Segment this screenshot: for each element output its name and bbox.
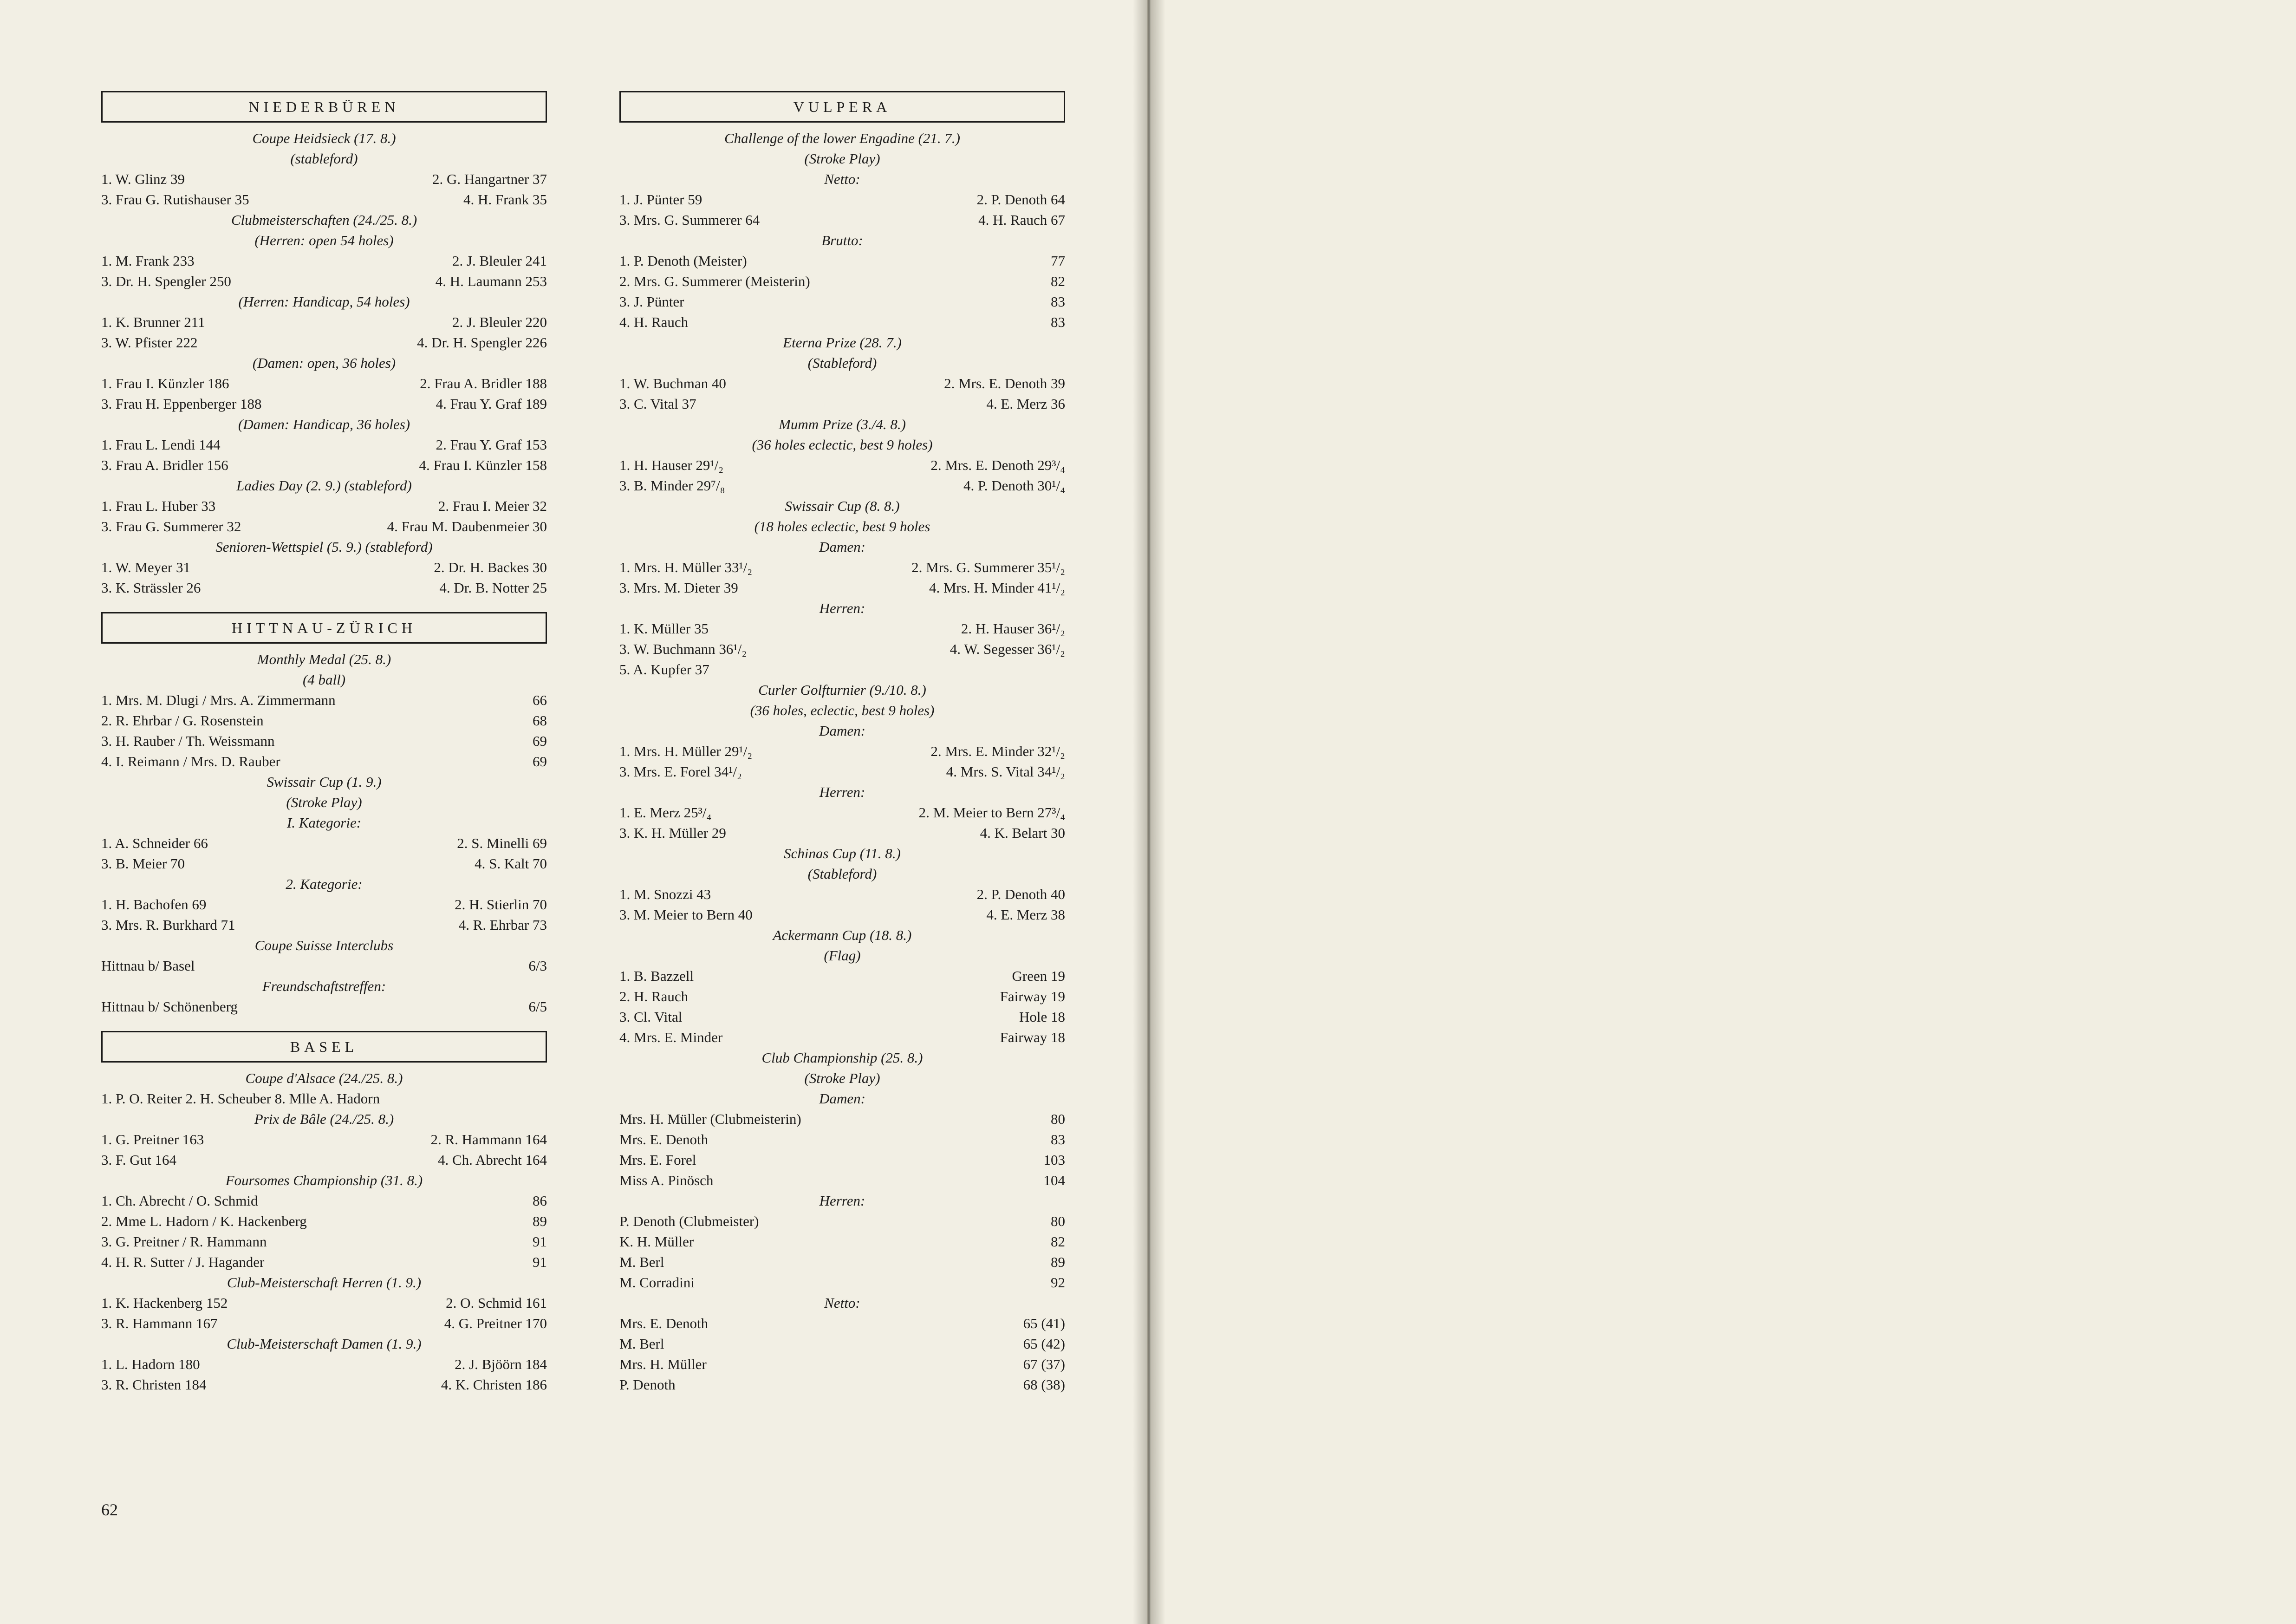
result-right: 4. Ch. Abrecht 164 — [437, 1152, 547, 1168]
competition-title: Senioren-Wettspiel (5. 9.) (stableford) — [215, 539, 433, 555]
result-left: 1. J. Pünter 59 — [619, 191, 702, 208]
result-left: Hittnau b/ Basel — [101, 958, 195, 974]
result-row — [101, 435, 547, 455]
result-row — [619, 210, 1065, 230]
result-left: 4. H. Rauch — [619, 314, 689, 330]
left-page — [0, 0, 1147, 1624]
result-row — [101, 854, 547, 874]
result-left: 3. R. Hammann 167 — [101, 1315, 218, 1331]
result-row — [619, 1027, 1065, 1048]
competition-title: Netto: — [824, 1295, 860, 1311]
result-row — [619, 884, 1065, 905]
result-right: 83 — [1051, 1131, 1065, 1148]
competition-title: Damen: — [819, 723, 865, 739]
result-row — [101, 394, 547, 414]
result-right: 103 — [1043, 1152, 1065, 1168]
result-row — [619, 986, 1065, 1007]
result-right: 4. Frau I. Künzler 158 — [419, 457, 547, 473]
result-left: Mrs. H. Müller (Clubmeisterin) — [619, 1111, 801, 1127]
result-right: Hole 18 — [1019, 1009, 1065, 1025]
result-left: 3. K. H. Müller 29 — [619, 825, 726, 841]
result-left: 3. C. Vital 37 — [619, 396, 696, 412]
result-right: 68 — [533, 712, 547, 729]
result-left: 3. B. Meier 70 — [101, 855, 185, 872]
result-right: 69 — [533, 753, 547, 770]
right-page — [1149, 0, 2296, 1624]
club-heading: VULPERA — [619, 91, 1065, 123]
result-right: 66 — [533, 692, 547, 708]
result-right: 2. Mrs. G. Summerer 35¹/₂ — [911, 559, 1065, 575]
result-row — [619, 557, 1065, 578]
result-row — [619, 619, 1065, 639]
result-right: 68 (38) — [1023, 1376, 1065, 1393]
result-right: 2. J. Bjöörn 184 — [455, 1356, 547, 1372]
result-left: M. Berl — [619, 1336, 664, 1352]
result-right: 2. O. Schmid 161 — [446, 1295, 547, 1311]
result-right: 4. R. Ehrbar 73 — [458, 917, 547, 933]
result-left: 1. Mrs. M. Dlugi / Mrs. A. Zimmermann — [101, 692, 336, 708]
competition-title: (Stroke Play) — [804, 1070, 880, 1086]
club-heading: HITTNAU-ZÜRICH — [101, 612, 547, 644]
competition-title: Brutto: — [821, 232, 863, 248]
result-row — [101, 578, 547, 598]
result-right: 4. H. Frank 35 — [463, 191, 547, 208]
result-right: 82 — [1051, 273, 1065, 289]
competition-title: Herren: — [819, 1193, 865, 1209]
result-row — [619, 1150, 1065, 1170]
result-left: 1. B. Bazzell — [619, 968, 694, 984]
result-row — [619, 1129, 1065, 1150]
result-right: 4. W. Segesser 36¹/₂ — [950, 641, 1065, 657]
result-right: 86 — [533, 1193, 547, 1209]
competition-title: (Stroke Play) — [804, 150, 880, 167]
result-left: Mrs. E. Denoth — [619, 1131, 709, 1148]
result-right: 77 — [1051, 253, 1065, 269]
result-row — [101, 516, 547, 537]
result-row — [101, 1232, 547, 1252]
page-number-left: 62 — [101, 1500, 118, 1519]
result-left: 1. H. Bachofen 69 — [101, 896, 207, 913]
result-row — [619, 802, 1065, 823]
result-left: 1. A. Schneider 66 — [101, 835, 208, 851]
result-left: 1. Mrs. H. Müller 33¹/₂ — [619, 559, 753, 575]
competition-title: (Stroke Play) — [286, 794, 362, 810]
result-row — [619, 762, 1065, 782]
result-right: 2. J. Bleuler 241 — [452, 253, 547, 269]
result-row — [619, 292, 1065, 312]
result-left: 3. Mrs. G. Summerer 64 — [619, 212, 760, 228]
competition-title: Club-Meisterschaft Damen (1. 9.) — [227, 1336, 422, 1352]
club-heading: BASEL — [101, 1031, 547, 1063]
result-right: 4. K. Christen 186 — [441, 1376, 547, 1393]
result-row — [101, 997, 547, 1017]
result-left: P. Denoth (Clubmeister) — [619, 1213, 759, 1229]
result-left: 3. M. Meier to Bern 40 — [619, 907, 753, 923]
result-right: 91 — [533, 1233, 547, 1250]
result-left: Mrs. E. Forel — [619, 1152, 696, 1168]
result-row — [619, 1334, 1065, 1354]
result-row — [101, 1375, 547, 1395]
result-row — [101, 333, 547, 353]
result-right: 2. P. Denoth 64 — [976, 191, 1065, 208]
result-right: 82 — [1051, 1233, 1065, 1250]
result-left: 4. Mrs. E. Minder — [619, 1029, 723, 1045]
result-row — [619, 312, 1065, 333]
result-line: 1. P. O. Reiter 2. H. Scheuber 8. Mlle A. Hadorn — [101, 1090, 380, 1107]
result-left: Mrs. E. Denoth — [619, 1315, 709, 1331]
result-left: 3. R. Christen 184 — [101, 1376, 207, 1393]
result-left: 2. Mrs. G. Summerer (Meisterin) — [619, 273, 810, 289]
result-left: 1. W. Meyer 31 — [101, 559, 191, 575]
result-row — [619, 1007, 1065, 1027]
result-right: 2. Mrs. E. Minder 32¹/₂ — [930, 743, 1065, 759]
result-line: 5. A. Kupfer 37 — [619, 661, 709, 678]
result-left: 3. B. Minder 29⁷/₈ — [619, 477, 725, 494]
result-row — [101, 271, 547, 292]
result-left: M. Corradini — [619, 1274, 695, 1291]
section-gap — [101, 598, 547, 612]
result-row — [101, 455, 547, 476]
column-1 — [101, 91, 547, 1395]
result-row — [101, 915, 547, 935]
result-left: 1. W. Glinz 39 — [101, 171, 185, 187]
competition-title: Damen: — [819, 1090, 865, 1107]
result-left: 1. Frau L. Huber 33 — [101, 498, 216, 514]
competition-title: Challenge of the lower Engadine (21. 7.) — [724, 130, 960, 146]
result-row — [101, 711, 547, 731]
result-left: 1. M. Frank 233 — [101, 253, 195, 269]
result-left: P. Denoth — [619, 1376, 676, 1393]
result-left: K. H. Müller — [619, 1233, 694, 1250]
result-right: 4. H. Laumann 253 — [435, 273, 547, 289]
result-left: 3. Cl. Vital — [619, 1009, 683, 1025]
result-row — [619, 578, 1065, 598]
result-row — [619, 1232, 1065, 1252]
competition-title: Curler Golfturnier (9./10. 8.) — [758, 682, 926, 698]
competition-title: Coupe Heidsieck (17. 8.) — [252, 130, 396, 146]
result-right: 2. Frau Y. Graf 153 — [436, 437, 547, 453]
result-right: 2. Frau A. Bridler 188 — [420, 375, 547, 391]
result-left: 1. Mrs. H. Müller 29¹/₂ — [619, 743, 753, 759]
result-right: 4. Dr. H. Spengler 226 — [417, 334, 547, 351]
result-row — [619, 823, 1065, 843]
result-left: 3. Frau G. Rutishauser 35 — [101, 191, 249, 208]
result-left: 3. Mrs. E. Forel 34¹/₂ — [619, 763, 742, 780]
result-right: 2. Frau I. Meier 32 — [438, 498, 547, 514]
competition-title: (Herren: open 54 holes) — [254, 232, 394, 248]
result-row — [101, 894, 547, 915]
result-right: 83 — [1051, 314, 1065, 330]
result-right: 83 — [1051, 293, 1065, 310]
result-row — [619, 189, 1065, 210]
result-left: 2. R. Ehrbar / G. Rosenstein — [101, 712, 264, 729]
result-right: 2. Dr. H. Backes 30 — [434, 559, 547, 575]
result-right: 80 — [1051, 1213, 1065, 1229]
result-left: 3. G. Preitner / R. Hammann — [101, 1233, 267, 1250]
result-right: 2. G. Hangartner 37 — [432, 171, 547, 187]
result-row — [619, 1375, 1065, 1395]
result-row — [619, 1252, 1065, 1272]
competition-title: Netto: — [824, 171, 860, 187]
competition-title: Club Championship (25. 8.) — [761, 1050, 923, 1066]
result-left: 1. L. Hadorn 180 — [101, 1356, 200, 1372]
result-right: 6/5 — [528, 998, 547, 1015]
competition-title: Club-Meisterschaft Herren (1. 9.) — [227, 1274, 422, 1291]
competition-title: (4 ball) — [302, 672, 346, 688]
result-row — [101, 1354, 547, 1375]
result-right: 67 (37) — [1023, 1356, 1065, 1372]
result-left: 1. P. Denoth (Meister) — [619, 253, 747, 269]
competition-title: (Herren: Handicap, 54 holes) — [238, 293, 410, 310]
result-row — [619, 966, 1065, 986]
result-row — [619, 639, 1065, 659]
result-row — [619, 394, 1065, 414]
competition-title: Coupe d'Alsace (24./25. 8.) — [245, 1070, 403, 1086]
column-2 — [619, 91, 1065, 1395]
result-row — [619, 741, 1065, 762]
result-left: 4. I. Reimann / Mrs. D. Rauber — [101, 753, 280, 770]
result-row — [101, 1129, 547, 1150]
result-right: 4. G. Preitner 170 — [444, 1315, 547, 1331]
result-left: 4. H. R. Sutter / J. Hagander — [101, 1254, 265, 1270]
result-left: 3. Frau H. Eppenberger 188 — [101, 396, 262, 412]
result-left: 3. Dr. H. Spengler 250 — [101, 273, 231, 289]
competition-title: (Stableford) — [807, 866, 877, 882]
result-row — [101, 312, 547, 333]
result-right: 4. Mrs. H. Minder 41¹/₂ — [929, 580, 1065, 596]
result-left: 1. H. Hauser 29¹/₂ — [619, 457, 724, 473]
result-left: 2. Mme L. Hadorn / K. Hackenberg — [101, 1213, 307, 1229]
competition-title: 2. Kategorie: — [286, 876, 363, 892]
result-row — [101, 557, 547, 578]
competition-title: (Stableford) — [807, 355, 877, 371]
competition-title: (Flag) — [824, 947, 861, 964]
result-left: 3. W. Pfister 222 — [101, 334, 198, 351]
result-row — [101, 956, 547, 976]
result-right: 4. P. Denoth 30¹/₄ — [963, 477, 1065, 494]
result-left: 1. Frau I. Künzler 186 — [101, 375, 229, 391]
result-right: 6/3 — [528, 958, 547, 974]
result-right: 92 — [1051, 1274, 1065, 1291]
competition-title: Foursomes Championship (31. 8.) — [225, 1172, 423, 1188]
result-right: 4. E. Merz 36 — [986, 396, 1065, 412]
result-right: 89 — [533, 1213, 547, 1229]
result-right: 2. H. Hauser 36¹/₂ — [961, 620, 1065, 637]
result-right: 104 — [1043, 1172, 1065, 1188]
result-right: 80 — [1051, 1111, 1065, 1127]
result-right: Fairway 18 — [1000, 1029, 1065, 1045]
competition-title: Schinas Cup (11. 8.) — [784, 845, 901, 861]
result-left: 3. H. Rauber / Th. Weissmann — [101, 733, 275, 749]
result-row — [101, 169, 547, 189]
result-row — [101, 833, 547, 854]
competition-title: Swissair Cup (8. 8.) — [785, 498, 900, 514]
result-left: 3. Frau A. Bridler 156 — [101, 457, 228, 473]
result-right: Fairway 19 — [1000, 988, 1065, 1004]
result-row — [619, 455, 1065, 476]
competition-title: I. Kategorie: — [286, 815, 362, 831]
result-left: 3. K. Strässler 26 — [101, 580, 201, 596]
result-left: 1. E. Merz 25³/₄ — [619, 804, 712, 821]
result-right: 4. Dr. B. Notter 25 — [439, 580, 547, 596]
result-left: 1. K. Brunner 211 — [101, 314, 205, 330]
result-left: Miss A. Pinösch — [619, 1172, 714, 1188]
competition-title: Herren: — [819, 600, 865, 616]
result-row — [619, 1170, 1065, 1191]
result-right: 89 — [1051, 1254, 1065, 1270]
competition-title: Ackermann Cup (18. 8.) — [773, 927, 912, 943]
result-right: 2. H. Stierlin 70 — [455, 896, 547, 913]
competition-title: Freundschaftstreffen: — [262, 978, 386, 994]
result-left: 3. Mrs. R. Burkhard 71 — [101, 917, 235, 933]
result-left: 1. M. Snozzi 43 — [619, 886, 711, 902]
result-row — [101, 731, 547, 751]
result-row — [619, 271, 1065, 292]
competition-title: Mumm Prize (3./4. 8.) — [779, 416, 906, 432]
competition-title: Eterna Prize (28. 7.) — [783, 334, 902, 351]
result-row — [619, 1272, 1065, 1293]
result-left: 1. G. Preitner 163 — [101, 1131, 204, 1148]
competition-title: Swissair Cup (1. 9.) — [267, 774, 382, 790]
result-row — [101, 690, 547, 711]
result-right: 65 (42) — [1023, 1336, 1065, 1352]
competition-title: (36 holes eclectic, best 9 holes) — [752, 437, 933, 453]
result-row — [101, 1313, 547, 1334]
section-gap — [101, 1017, 547, 1031]
competition-title: Prix de Bâle (24./25. 8.) — [254, 1111, 394, 1127]
result-right: 4. H. Rauch 67 — [978, 212, 1065, 228]
result-left: 1. K. Hackenberg 152 — [101, 1295, 228, 1311]
result-row — [619, 1313, 1065, 1334]
result-left: 3. F. Gut 164 — [101, 1152, 177, 1168]
result-left: 1. W. Buchman 40 — [619, 375, 726, 391]
result-right: 2. Mrs. E. Denoth 39 — [944, 375, 1065, 391]
result-right: 2. P. Denoth 40 — [976, 886, 1065, 902]
result-row — [619, 1109, 1065, 1129]
result-row — [101, 496, 547, 516]
result-left: M. Berl — [619, 1254, 664, 1270]
result-row — [101, 1191, 547, 1211]
result-left: 3. J. Pünter — [619, 293, 684, 310]
result-left: 1. Ch. Abrecht / O. Schmid — [101, 1193, 258, 1209]
result-row — [101, 1252, 547, 1272]
result-left: 3. Mrs. M. Dieter 39 — [619, 580, 738, 596]
competition-title: (36 holes, eclectic, best 9 holes) — [750, 702, 935, 718]
result-left: 1. Frau L. Lendi 144 — [101, 437, 221, 453]
result-right: 69 — [533, 733, 547, 749]
result-row — [101, 1211, 547, 1232]
result-row — [619, 373, 1065, 394]
competition-title: (stableford) — [290, 150, 358, 167]
competition-title: (18 holes eclectic, best 9 holes — [754, 518, 930, 535]
result-left: 3. W. Buchmann 36¹/₂ — [619, 641, 747, 657]
result-left: 2. H. Rauch — [619, 988, 689, 1004]
result-row — [619, 1354, 1065, 1375]
book-spine-shadow — [1133, 0, 1165, 1624]
competition-title: Ladies Day (2. 9.) (stableford) — [236, 477, 412, 494]
result-left: Hittnau b/ Schönenberg — [101, 998, 238, 1015]
result-right: Green 19 — [1012, 968, 1065, 984]
competition-title: Damen: — [819, 539, 865, 555]
result-right: 65 (41) — [1023, 1315, 1065, 1331]
result-left: 3. Frau G. Summerer 32 — [101, 518, 241, 535]
result-right: 4. Mrs. S. Vital 34¹/₂ — [946, 763, 1065, 780]
result-right: 4. E. Merz 38 — [986, 907, 1065, 923]
result-right: 2. Mrs. E. Denoth 29³/₄ — [930, 457, 1065, 473]
result-right: 4. Frau M. Daubenmeier 30 — [387, 518, 547, 535]
competition-title: (Damen: Handicap, 36 holes) — [238, 416, 410, 432]
competition-title: Herren: — [819, 784, 865, 800]
result-right: 2. J. Bleuler 220 — [452, 314, 547, 330]
club-heading: NIEDERBÜREN — [101, 91, 547, 123]
result-right: 2. R. Hammann 164 — [430, 1131, 547, 1148]
result-left: Mrs. H. Müller — [619, 1356, 707, 1372]
result-row — [101, 751, 547, 772]
result-right: 2. M. Meier to Bern 27³/₄ — [918, 804, 1065, 821]
result-row — [101, 373, 547, 394]
result-right: 4. Frau Y. Graf 189 — [436, 396, 547, 412]
result-row — [101, 251, 547, 271]
result-row — [619, 905, 1065, 925]
result-left: 1. K. Müller 35 — [619, 620, 709, 637]
result-row — [101, 1150, 547, 1170]
competition-title: Coupe Suisse Interclubs — [254, 937, 394, 953]
result-row — [619, 476, 1065, 496]
result-row — [619, 1211, 1065, 1232]
result-row — [101, 1293, 547, 1313]
result-row — [101, 189, 547, 210]
result-right: 4. K. Belart 30 — [980, 825, 1065, 841]
competition-title: Monthly Medal (25. 8.) — [257, 651, 391, 667]
competition-title: Clubmeisterschaften (24./25. 8.) — [231, 212, 417, 228]
result-row — [619, 251, 1065, 271]
competition-title: (Damen: open, 36 holes) — [252, 355, 396, 371]
result-right: 4. S. Kalt 70 — [475, 855, 547, 872]
result-right: 91 — [533, 1254, 547, 1270]
result-right: 2. S. Minelli 69 — [457, 835, 547, 851]
